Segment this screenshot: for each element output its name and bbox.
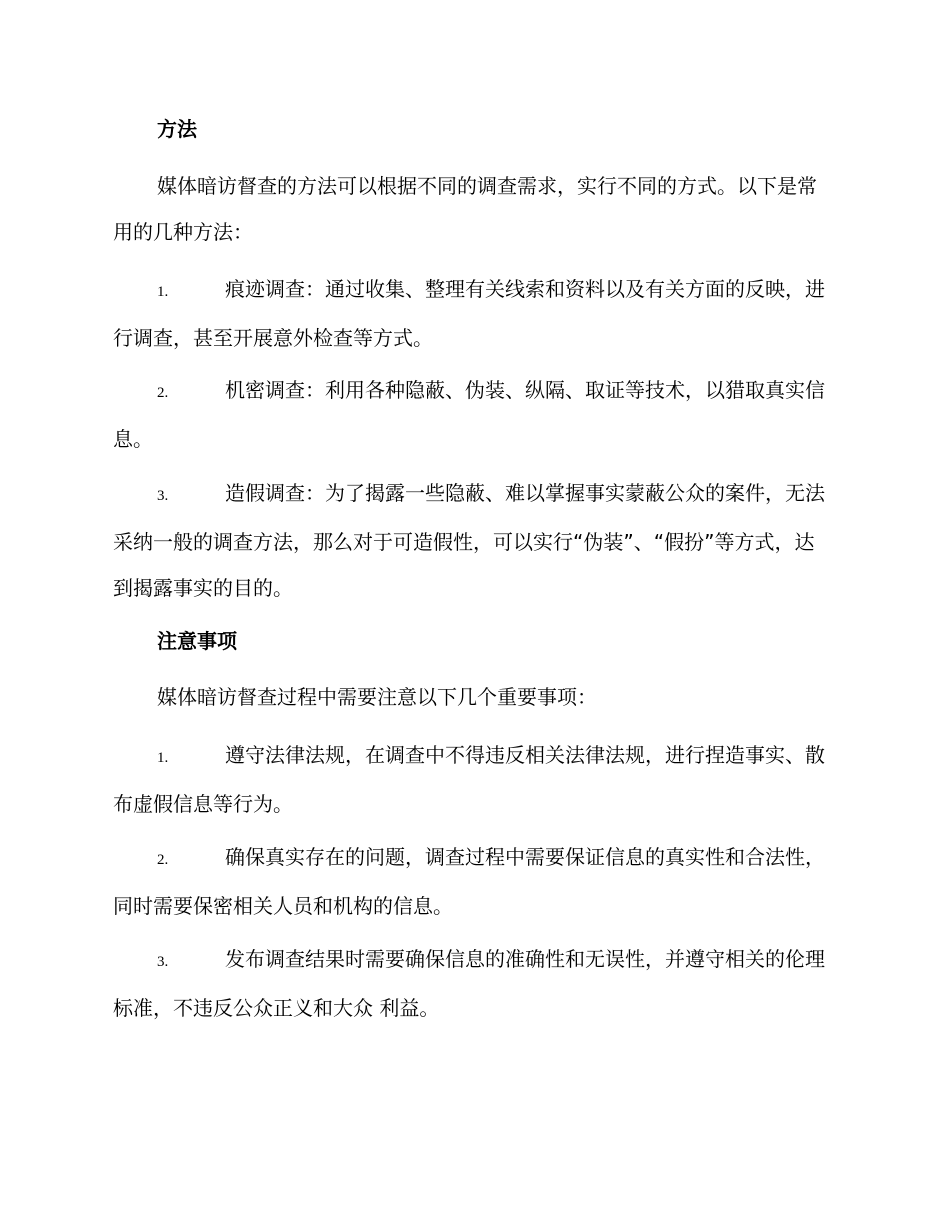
- intro-text: 媒体暗访督查的方法可以根据不同的调查需求，实行不同的方式。以下是常用的几种方法：: [113, 174, 817, 244]
- section-heading-methods: 方法: [157, 117, 197, 141]
- list-item-number: 2.: [157, 385, 169, 401]
- list-item: [113, 470, 833, 611]
- list-item-text: 机密调查：利用各种隐蔽、伪装、纵隔、取证等技术，以猎取真实信息。: [113, 378, 825, 451]
- list-item-number: 3.: [157, 488, 169, 504]
- list-item: [113, 732, 833, 827]
- list-item: [113, 266, 833, 361]
- section-intro-notes: [113, 674, 833, 720]
- list-item-number: 1.: [157, 750, 169, 766]
- list-item-number: 3.: [157, 954, 169, 970]
- list-item-number: 2.: [157, 852, 169, 868]
- list-item-text: 遵守法律法规，在调查中不得违反相关法律法规，进行捏造事实、散布虚假信息等行为。: [113, 743, 825, 816]
- section-intro-methods: [113, 163, 833, 255]
- list-item-text: 痕迹调查：通过收集、整理有关线索和资料以及有关方面的反映，进行调查，甚至开展意外检查等方式。: [113, 277, 825, 350]
- section-heading-notes: 注意事项: [157, 629, 237, 653]
- list-item: [113, 834, 833, 929]
- list-item-text: 发布调查结果时需要确保信息的准确性和无误性，并遵守相关的伦理标准，不违反公众正义和大众 利益。: [113, 947, 825, 1020]
- list-item: [113, 936, 833, 1031]
- list-item: [113, 367, 833, 462]
- list-item-text: 确保真实存在的问题，调查过程中需要保证信息的真实性和合法性，同时需要保密相关人员和机构的信息。: [113, 845, 825, 918]
- list-item-text: 造假调查：为了揭露一些隐蔽、难以掌握事实蒙蔽公众的案件，无法采纳一般的调查方法，那么对于可造假性，可以实行“伪装”、“假扮”等方式，达到揭露事实的目的。: [113, 481, 825, 600]
- list-item-number: 1.: [157, 284, 169, 300]
- intro-text: 媒体暗访督查过程中需要注意以下几个重要事项：: [157, 685, 597, 709]
